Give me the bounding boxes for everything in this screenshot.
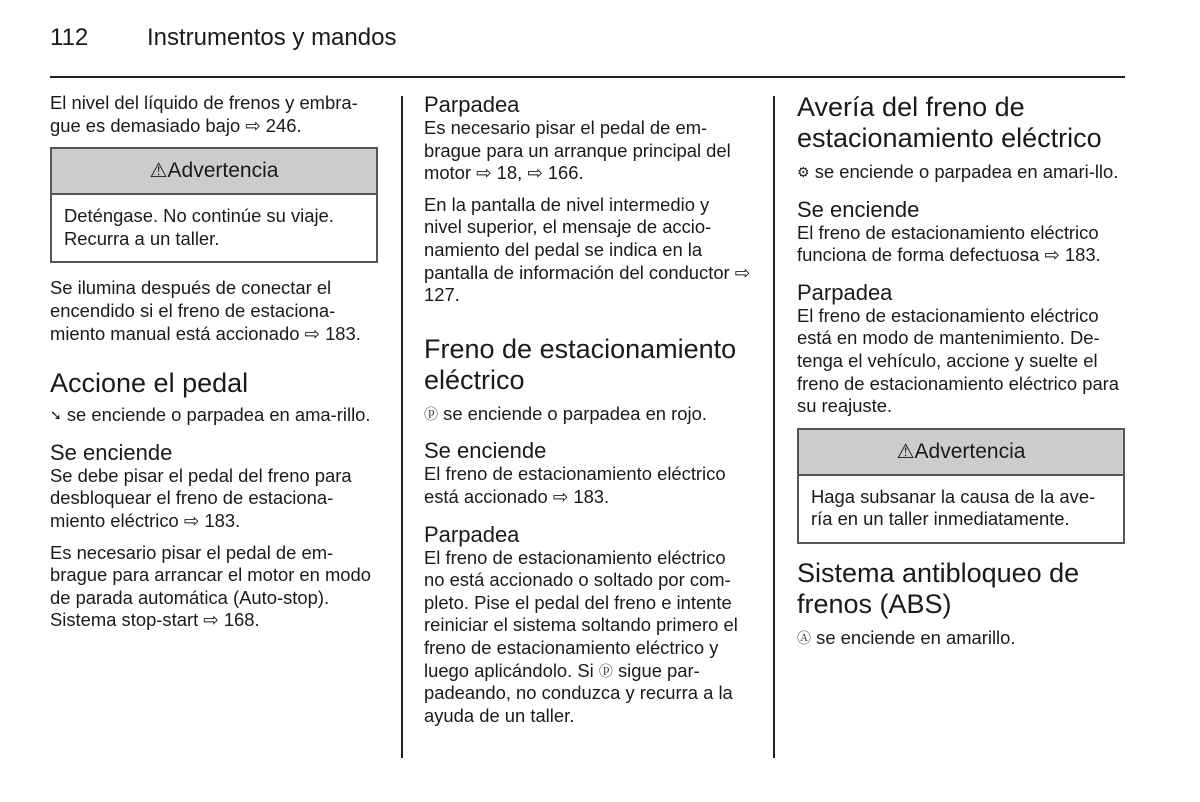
press-pedal-desc: se enciende o parpadea en ama-rillo.: [66, 404, 371, 426]
brake-fluid-text: El nivel del líquido de frenos y embra-gue es demasiado bajo ⇨ 246.: [50, 92, 358, 136]
abs-desc: se enciende en amarillo.: [816, 626, 1016, 648]
heading-abs: Sistema antibloqueo de frenos (ABS): [797, 557, 1080, 619]
warning-body: Haga subsanar la causa de la ave-ría en un taller inmediatamente.: [811, 485, 1096, 530]
column-3: [797, 92, 1125, 650]
page-header: [50, 24, 396, 52]
fault-desc: se enciende o parpadea en amari-llo.: [814, 161, 1119, 182]
heading-press-pedal: Accione el pedal: [50, 368, 249, 399]
parking-brake-indicator-icon: ⓟ: [424, 405, 438, 422]
heading-epb-fault: Avería del freno de estacionamiento eléctrico: [797, 92, 1102, 153]
column-divider-2: [773, 96, 775, 758]
epb-text: [424, 403, 751, 426]
heading-on: Se enciende: [424, 438, 547, 464]
fault-blink-text: El freno de estacionamiento eléctrico está en modo de mantenimiento. De-tenga el vehículo, accione y suelte el freno de estacionamiento eléctrico para su reajuste.: [797, 304, 1120, 417]
on-text-2: Es necesario pisar el pedal de em-brague para arrancar el motor en modo de parada automática (Auto-stop). Sistema stop-start ⇨ 168.: [50, 541, 371, 631]
column-1: [50, 92, 378, 632]
heading-electric-parking-brake: Freno de estacionamiento eléctrico: [424, 333, 737, 395]
warning-header: [52, 149, 376, 195]
page-number: 112: [50, 24, 89, 51]
epb-desc: se enciende o parpadea en rojo.: [443, 402, 707, 424]
warning-title: Advertencia: [914, 439, 1026, 463]
warning-header: [799, 430, 1123, 476]
heading-blink: Parpadea: [797, 279, 893, 305]
abs-text: [797, 627, 1125, 650]
heading-blink: Parpadea: [424, 92, 520, 117]
fault-on-text: El freno de estacionamiento eléctrico funciona de forma defectuosa ⇨ 183.: [797, 221, 1101, 266]
warning-title: Advertencia: [167, 159, 279, 183]
epb-blink-text-b: sigue par-padeando, no conduzca y recurra a la ayuda de un taller.: [424, 659, 733, 726]
blink-text: Es necesario pisar el pedal de em-brague para un arranque principal del motor ⇨ 18, ⇨ 166.: [424, 117, 731, 184]
fault-text: [797, 161, 1125, 184]
parking-brake-indicator-icon: ⓟ: [598, 662, 613, 679]
warning-body: Deténgase. No continúe su viaje. Recurra a un taller.: [64, 205, 334, 249]
warning-box-1: [50, 147, 378, 263]
heading-on: Se enciende: [797, 196, 920, 222]
warning-box-2: [797, 428, 1125, 544]
column-divider-1: [401, 96, 403, 758]
epb-blink-text-a: El freno de estacionamiento eléctrico no está accionado o soltado por com-pleto. Pise el pedal del freno e intente reiniciar el sistema soltando primero el freno de estacionamiento eléctrico y luego aplicándolo. Si: [424, 546, 738, 681]
section-title: Instrumentos y mandos: [147, 24, 397, 51]
parking-brake-fault-indicator-icon: ⚙: [797, 164, 810, 180]
header-rule: [50, 76, 1125, 78]
column-2: [424, 92, 751, 727]
epb-on-text: El freno de estacionamiento eléctrico está accionado ⇨ 183.: [424, 463, 726, 507]
epb-blink-text: [424, 547, 751, 728]
clutch-pedal-indicator-icon: ➘: [50, 407, 62, 424]
press-pedal-text: [50, 404, 378, 427]
warning-triangle-icon: ⚠: [896, 440, 915, 463]
heading-on: Se enciende: [50, 439, 173, 465]
abs-indicator-icon: Ⓐ: [797, 629, 811, 646]
blink-text-2: En la pantalla de nivel intermedio y nivel superior, el mensaje de accio-namiento del pedal se indica en la pantalla de información del conductor ⇨ 127.: [424, 193, 751, 306]
illuminate-text: Se ilumina después de conectar el encendido si el freno de estaciona-miento manual está accionado ⇨ 183.: [50, 277, 361, 344]
warning-triangle-icon: ⚠: [149, 160, 168, 183]
heading-blink-2: Parpadea: [424, 521, 520, 547]
on-text: Se debe pisar el pedal del freno para desbloquear el freno de estaciona-miento eléctrico ⇨ 183.: [50, 464, 352, 531]
